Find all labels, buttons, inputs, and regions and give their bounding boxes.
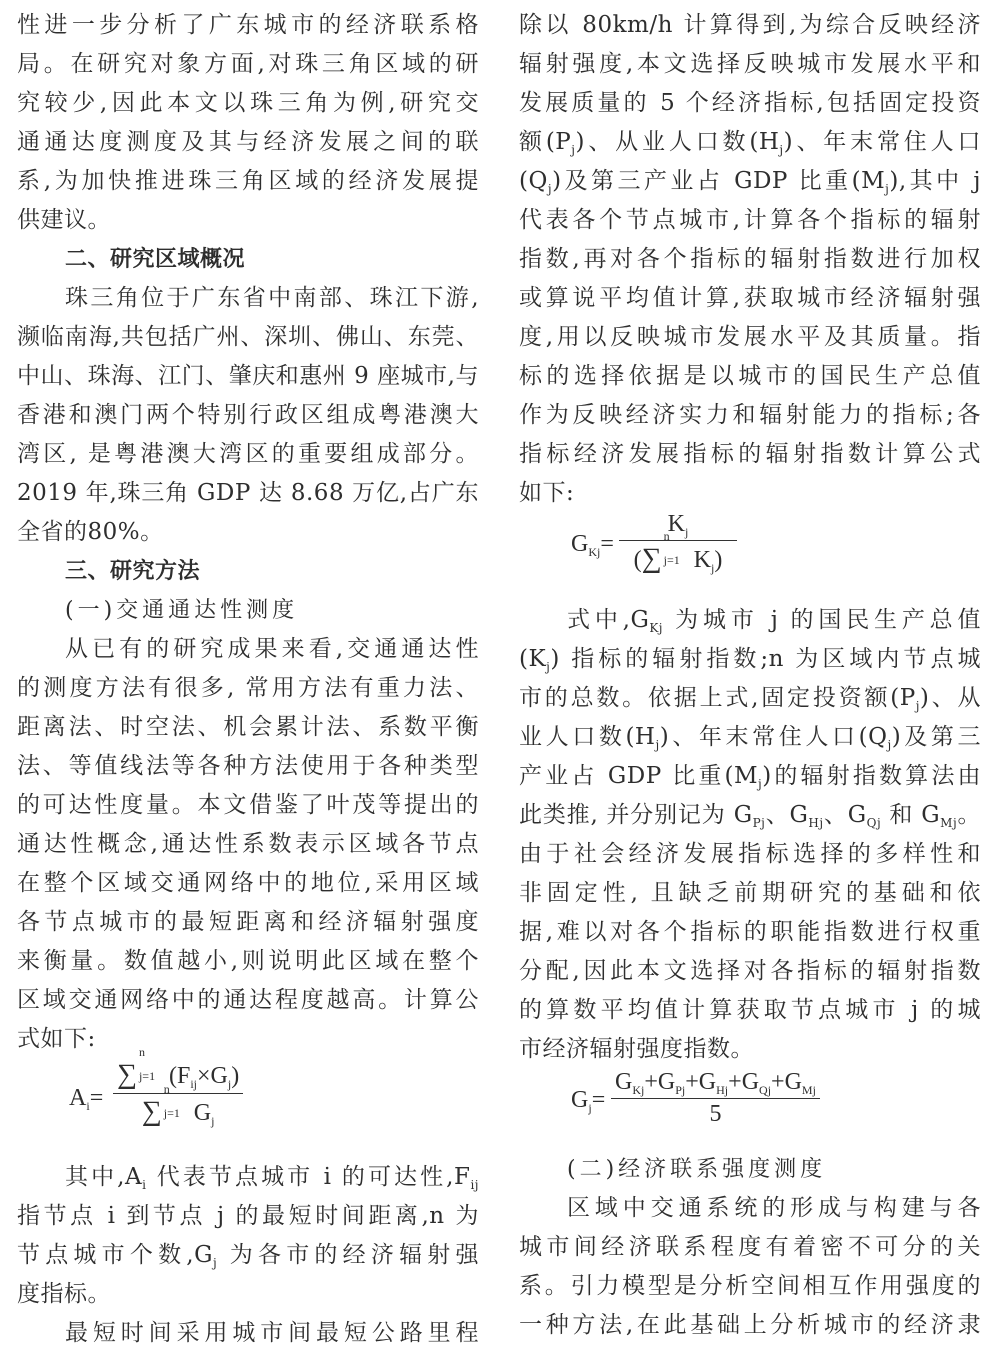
formula-radiation-index: [519, 513, 981, 601]
text-segment: 的可达性度量。本文借鉴了叶茂等提出的: [17, 792, 479, 818]
term-subscript: Pj: [675, 1083, 686, 1097]
subscript: j: [546, 660, 551, 674]
text-segment: 非固定性, 且缺乏前期研究的基础和依: [519, 880, 981, 906]
text-segment: 中山、珠海、江门、肇庆和惠州 9 座城市,与: [17, 363, 479, 389]
text-segment: 2019 年,珠三角 GDP 达 8.68 万亿,占广东: [17, 480, 479, 506]
subsection-heading: [519, 1150, 981, 1189]
subscript: j: [915, 699, 920, 713]
text-segment: 业人口数(H: [519, 724, 656, 750]
text-segment: 额(P: [519, 129, 572, 155]
text-line: [17, 1236, 479, 1275]
text-line: [519, 757, 981, 796]
text-segment: 从已有的研究成果来看,交通通达性: [65, 636, 479, 662]
term: G: [784, 1069, 802, 1095]
text-segment: )、从: [919, 685, 981, 711]
text-segment: 濒临南海,共包括广州、深圳、佛山、东莞、: [17, 324, 479, 350]
plus-sign: +: [644, 1069, 658, 1095]
subscript: j: [213, 1256, 218, 1270]
text-line: [17, 825, 479, 864]
text-line: [519, 474, 981, 513]
text-segment: 的测度方法有很多, 常用方法有重力法、: [17, 675, 479, 701]
term-subscript: Mj: [801, 1083, 816, 1097]
text-segment: ),其中 j: [889, 168, 981, 194]
text-segment: 由于社会经济发展指标选择的多样性和: [519, 841, 981, 867]
text-line: [17, 1275, 479, 1314]
plus-sign: +: [771, 1069, 785, 1095]
text-line: [17, 279, 479, 318]
text-line: [17, 435, 479, 474]
text-segment: 代表节点城市 i 的可达性,F: [146, 1164, 471, 1190]
text-line: [519, 601, 981, 640]
text-segment: 城市间经济联系程度有着密不可分的关: [519, 1234, 981, 1260]
text-segment: )及第三: [891, 724, 982, 750]
text-segment: 节点城市个数,G: [17, 1242, 213, 1268]
text-segment: (二)经济联系强度测度: [567, 1157, 827, 1182]
text-segment: 市经济辐射强度指数。: [519, 1036, 754, 1062]
text-segment: 区域中交通系统的形成与构建与各: [567, 1195, 981, 1221]
text-line: [17, 201, 479, 240]
text-segment: 除以 80km/h 计算得到,为综合反映经济: [519, 12, 981, 38]
text-segment: 辐射强度,本文选择反映城市发展水平和: [519, 51, 981, 77]
formula-accessibility: [17, 1045, 479, 1158]
text-segment: )、年末常住人口(Q: [659, 724, 888, 750]
text-line: [519, 1267, 981, 1306]
text-segment: 三、研究方法: [65, 559, 201, 584]
subscript: Mj: [940, 816, 958, 830]
text-segment: 作为反映经济实力和辐射能力的指标;各: [519, 402, 981, 428]
text-line: [519, 279, 981, 318]
text-line: [17, 474, 479, 513]
text-segment: 据,难以对各个指标的职能指数进行权重: [519, 919, 981, 945]
text-line: [519, 357, 981, 396]
text-line: [519, 679, 981, 718]
text-line: [17, 84, 479, 123]
text-segment: )、年末常住人口: [783, 129, 981, 155]
text-segment: 指数,再对各个指标的辐射指数进行加权: [519, 246, 981, 272]
text-segment: 珠三角位于广东省中南部、珠江下游,: [65, 285, 479, 311]
text-line: [519, 835, 981, 874]
text-segment: 市的总数。依据上式,固定投资额(P: [519, 685, 916, 711]
formula-numerator: [611, 1069, 820, 1099]
text-segment: 供建议。: [17, 207, 111, 233]
text-line: [17, 357, 479, 396]
text-segment: 性进一步分析了广东城市的经济联系格: [17, 12, 479, 38]
text-segment: 在整个区域交通网络中的地位,采用区域: [17, 870, 479, 896]
text-segment: 指节点 i 到节点 j 的最短时间距离,n 为: [17, 1203, 479, 1229]
text-line: [17, 1158, 479, 1197]
text-segment: 为城市 j 的国民生产总值: [663, 607, 981, 633]
subscript: Qj: [866, 816, 882, 830]
text-line: [17, 162, 479, 201]
text-segment: 式如下:: [17, 1026, 96, 1052]
text-segment: 系,为加快推进珠三角区域的经济发展提: [17, 168, 479, 194]
text-segment: 或算说平均值计算,获取城市经济辐射强: [519, 285, 981, 311]
text-segment: 分配,因此本文选择对各指标的辐射指数: [519, 958, 981, 984]
text-line: [17, 123, 479, 162]
text-line: [519, 396, 981, 435]
text-segment: 标的选择依据是以城市的国民生产总值: [519, 363, 981, 389]
term-subscript: Qj: [759, 1083, 772, 1097]
term: G: [615, 1069, 633, 1095]
text-line: [519, 1228, 981, 1267]
subscript: Hj: [808, 816, 824, 830]
text-line: [17, 786, 479, 825]
text-segment: 各节点城市的最短距离和经济辐射强度: [17, 909, 479, 935]
term-subscript: Kj: [632, 1083, 645, 1097]
text-line: [519, 718, 981, 757]
formula-economic-radiation: [519, 1069, 981, 1150]
formula-lhs: $G_j=$: [571, 1087, 606, 1115]
text-segment: 。: [957, 802, 982, 828]
left-column: [17, 6, 479, 1353]
section-heading: [17, 240, 479, 279]
text-line: [519, 162, 981, 201]
text-segment: )及第三产业占 GDP 比重(M: [552, 168, 886, 194]
text-segment: 指标经济发展指标的辐射指数计算公式: [519, 441, 981, 467]
text-segment: 产业占 GDP 比重(M: [519, 763, 759, 789]
text-segment: 和 G: [881, 802, 941, 828]
subscript: j: [779, 143, 784, 157]
text-segment: 其中,A: [65, 1164, 143, 1190]
text-segment: 系。引力模型是分析空间相互作用强度的: [519, 1273, 981, 1299]
subscript: j: [887, 738, 892, 752]
text-line: [17, 1020, 479, 1059]
right-column: [519, 6, 981, 1345]
text-line: [17, 981, 479, 1020]
text-segment: (K: [519, 646, 547, 672]
text-line: [17, 669, 479, 708]
text-line: [17, 396, 479, 435]
text-line: [519, 1306, 981, 1345]
text-line: [519, 435, 981, 474]
text-segment: )的辐射指数算法由: [762, 763, 981, 789]
text-line: [519, 201, 981, 240]
plus-sign: +: [685, 1069, 699, 1095]
text-segment: 湾区, 是粤港澳大湾区的重要组成部分。: [17, 441, 479, 467]
text-segment: 法、等值线法等各种方法使用于各种类型: [17, 753, 479, 779]
subscript: Pj: [752, 816, 766, 830]
subscript: j: [547, 182, 553, 196]
text-segment: 式中,G: [567, 607, 650, 633]
formula-denominator: 5: [709, 1101, 722, 1127]
text-segment: 如下:: [519, 480, 575, 506]
formula-fraction: [619, 511, 737, 575]
text-line: [519, 991, 981, 1030]
text-segment: 区域交通网络中的通达程度越高。计算公: [17, 987, 479, 1013]
text-line: [519, 913, 981, 952]
text-segment: 代表各个节点城市,计算各个指标的辐射: [519, 207, 981, 233]
text-line: [519, 796, 981, 835]
subscript: i: [142, 1178, 147, 1192]
text-segment: 的算数平均值计算获取节点城市 j 的城: [519, 997, 981, 1023]
subscript: j: [885, 182, 890, 196]
plus-sign: +: [728, 1069, 742, 1095]
formula-denominator: ∑ n j=1 $G_j$: [141, 1082, 215, 1128]
text-segment: 度指标。: [17, 1281, 111, 1307]
text-segment: 、G: [765, 802, 809, 828]
text-line: [17, 1314, 479, 1353]
term: G: [741, 1069, 760, 1095]
text-line: [519, 6, 981, 45]
formula-denominator: (∑ n j=1 $K_j$): [633, 529, 723, 575]
text-segment: ) 指标的辐射指数;n 为区域内节点城: [550, 646, 981, 672]
text-segment: 二、研究区域概况: [65, 247, 246, 272]
text-line: [17, 1197, 479, 1236]
subscript: j: [655, 738, 660, 752]
text-segment: 度,用以反映城市发展水平及其质量。指: [519, 324, 981, 350]
formula-fraction: [113, 1045, 243, 1128]
text-segment: )、从业人口数(H: [575, 129, 780, 155]
text-line: [519, 318, 981, 357]
formula-lhs: $G_{Kj}=$: [571, 531, 614, 559]
term: G: [657, 1069, 676, 1095]
text-segment: 此类推, 并分别记为 G: [519, 802, 753, 828]
text-segment: 来衡量。数值越小,则说明此区域在整个: [17, 948, 479, 974]
text-segment: 通通达度测度及其与经济发展之间的联: [17, 129, 479, 155]
term: G: [698, 1069, 717, 1095]
text-segment: 为各市的经济辐射强: [217, 1242, 480, 1268]
formula-fraction: [611, 1069, 820, 1128]
text-segment: 全省的80%。: [17, 519, 164, 545]
text-line: [17, 708, 479, 747]
text-line: [519, 952, 981, 991]
subscript: j: [571, 143, 576, 157]
text-line: [519, 640, 981, 679]
text-line: [17, 318, 479, 357]
text-line: [519, 1189, 981, 1228]
text-segment: 香港和澳门两个特别行政区组成粤港澳大: [17, 402, 479, 428]
text-segment: 、G: [823, 802, 867, 828]
text-line: [519, 874, 981, 913]
text-line: [519, 240, 981, 279]
text-line: [17, 903, 479, 942]
section-heading: [17, 552, 479, 591]
formula-numerator: ∑ n j=1 $(F_{ij}\times G_j)$: [113, 1059, 243, 1094]
text-line: [17, 45, 479, 84]
text-segment: 发展质量的 5 个经济指标,包括固定投资: [519, 90, 981, 116]
text-segment: 通达性概念,通达性系数表示区域各节点: [17, 831, 479, 857]
text-line: [519, 123, 981, 162]
text-line: [17, 513, 479, 552]
text-line: [17, 942, 479, 981]
text-line: [17, 6, 479, 45]
subscript: j: [758, 777, 763, 791]
text-segment: 一种方法,在此基础上分析城市的经济隶: [519, 1312, 981, 1338]
term-subscript: Hj: [716, 1083, 729, 1097]
text-segment: 局。在研究对象方面,对珠三角区域的研: [17, 51, 479, 77]
text-segment: (Q: [519, 168, 548, 194]
text-line: [519, 84, 981, 123]
formula-numerator: $K_j$: [619, 511, 737, 541]
text-segment: 究较少,因此本文以珠三角为例,研究交: [17, 90, 479, 116]
text-segment: 最短时间采用城市间最短公路里程: [65, 1320, 479, 1346]
formula-lhs: $A_i=$: [69, 1085, 104, 1113]
subsection-heading: [17, 591, 479, 630]
text-line: [519, 45, 981, 84]
subscript: ij: [470, 1178, 480, 1192]
subscript: Kj: [649, 621, 664, 635]
text-segment: (一)交通通达性测度: [65, 598, 299, 623]
text-line: [17, 630, 479, 669]
text-line: [17, 864, 479, 903]
text-line: [17, 747, 479, 786]
text-line: [519, 1030, 981, 1069]
text-segment: 距离法、时空法、机会累计法、系数平衡: [17, 714, 479, 740]
